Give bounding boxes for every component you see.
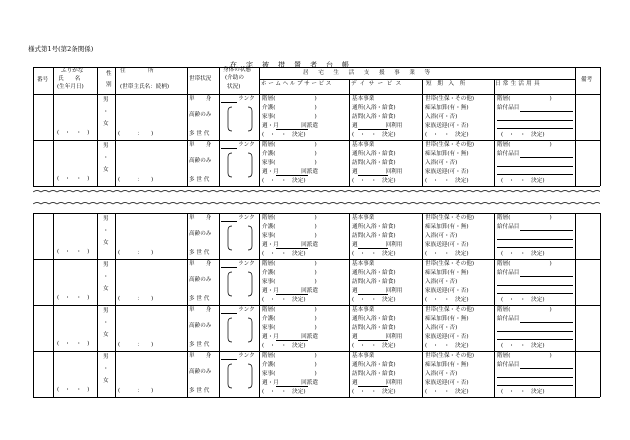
dailygoods-items: 給付品目 [497,270,520,276]
birth-date-blank: ( ・ ・ ) [57,176,90,182]
dayservice-decision: ( ・ ・ 決定) [352,251,396,257]
shortstay-transport: 家族送迎(可・否) [425,380,469,386]
homehelp-decision: ( ・ ・ 決定) [262,178,306,184]
rank-label: ランク [238,261,255,267]
homehelp-decision: ( ・ ・ 決定) [262,251,306,257]
header-householder: (世帯主氏名：続柄) [120,84,170,90]
household-elderly: 高齢のみ [189,231,212,237]
dailygoods-items: 給付品目 [497,316,520,322]
shortstay-dementia: 痴呆加算(有・無) [425,224,469,230]
sex-dot: ・ [103,274,109,280]
fill-line [276,175,308,176]
header-daily-goods: 日常生活用具 [495,81,542,87]
dayservice-frequency: 週 回利用 [352,288,403,294]
page-title: 在宅被措置者台帳 [230,61,358,69]
dailygoods-level: 階層( ) [497,142,552,148]
sex-dot: ・ [103,155,109,161]
rank-label: ランク [238,353,255,359]
household-multi: 多 世 代 [189,296,210,302]
dayservice-decision: ( ・ ・ 決定) [352,178,396,184]
fill-line [497,120,573,121]
shortstay-bath: 入浴(可・否) [425,160,458,166]
grid-line [33,259,600,260]
shortstay-dementia: 痴呆加算(有・無) [425,270,469,276]
homehelp-frequency: 週・月 回派遣 [262,169,318,175]
shortstay-household: 世帯(生保・その他) [425,96,475,102]
dailygoods-level: 階層( ) [497,96,552,102]
grid-line [53,67,54,94]
shortstay-decision: ( ・ ・ 決定) [425,389,469,395]
homehelp-bracket-level: 階層( ) [262,353,317,359]
dayservice-basic: 基本事業 [352,142,375,148]
grid-line [33,67,600,68]
wave-line [33,203,600,205]
grid-line [33,67,34,94]
header-day-service: デイサービス [351,81,405,87]
homehelp-bracket-level: 階層( ) [262,307,317,313]
grid-line [97,67,98,94]
householder-blank: ( ： ) [118,296,154,302]
dailygoods-decision: ( ・ ・ 決定) [501,389,545,395]
fill-line [497,339,573,340]
shortstay-bath: 入浴(可・否) [425,371,458,377]
sex-male: 男 [103,354,109,360]
grid-line [349,79,350,94]
fill-line [276,386,308,387]
shortstay-transport: 家族送迎(可・否) [425,334,469,340]
householder-blank: ( ： ) [118,250,154,256]
table-break-waves [33,188,600,212]
fill-line [497,239,573,240]
header-body-a: 身体の状態 [223,67,251,73]
homehelp-bracket-housework: 家事( ) [262,160,317,166]
header-home-help: ホームヘルプサービス [261,81,333,87]
fill-line [520,322,573,323]
householder-blank: ( ： ) [118,388,154,394]
shortstay-household: 世帯(生保・その他) [425,261,475,267]
shortstay-dementia: 痴呆加算(有・無) [425,362,469,368]
dayservice-visit: 訪問(入浴・給食) [352,114,396,120]
household-single: 単 身 [189,307,212,313]
dayservice-commute: 通所(入浴・給食) [352,362,396,368]
fill-line [221,267,237,268]
grid-line [33,140,600,141]
rank-label: ランク [238,307,255,313]
header-address: 住 所 [120,68,154,74]
sex-female: 女 [103,332,109,338]
household-multi: 多 世 代 [189,342,210,348]
household-elderly: 高齢のみ [189,112,212,118]
dayservice-decision: ( ・ ・ 決定) [352,343,396,349]
dailygoods-items: 給付品目 [497,362,520,368]
dayservice-frequency: 週 回利用 [352,242,403,248]
homehelp-frequency: 週・月 回派遣 [262,288,318,294]
fill-line [358,129,388,130]
fill-line [497,174,573,175]
grid-line [575,67,576,94]
homehelp-bracket-care: 介護( ) [262,105,317,111]
homehelp-bracket-level: 階層( ) [262,215,317,221]
shortstay-bath: 入浴(可・否) [425,114,458,120]
fill-line [520,230,573,231]
sex-female: 女 [103,378,109,384]
sex-male: 男 [103,97,109,103]
household-multi: 多 世 代 [189,177,210,183]
sex-female: 女 [103,240,109,246]
fill-line [497,293,573,294]
fill-line [358,294,388,295]
sex-male: 男 [103,216,109,222]
fill-line [497,128,573,129]
homehelp-bracket-level: 階層( ) [262,96,317,102]
homehelp-decision: ( ・ ・ 決定) [262,297,306,303]
householder-blank: ( ： ) [118,131,154,137]
care-status-bracket [226,225,252,251]
dayservice-decision: ( ・ ・ 決定) [352,297,396,303]
care-status-bracket [226,152,252,178]
dayservice-visit: 訪問(入浴・給食) [352,371,396,377]
dayservice-commute: 通所(入浴・給食) [352,224,396,230]
shortstay-decision: ( ・ ・ 決定) [425,178,469,184]
rank-label: ランク [238,142,255,148]
sex-female: 女 [103,167,109,173]
shortstay-dementia: 痴呆加算(有・無) [425,105,469,111]
shortstay-household: 世帯(生保・その他) [425,307,475,313]
grid-line [259,79,575,80]
grid-line [259,67,260,94]
fill-line [358,386,388,387]
shortstay-dementia: 痴呆加算(有・無) [425,151,469,157]
fill-line [497,377,573,378]
shortstay-household: 世帯(生保・その他) [425,353,475,359]
header-body-b: (介助の [225,75,244,81]
householder-blank: ( ： ) [118,342,154,348]
dailygoods-level: 階層( ) [497,307,552,313]
dayservice-commute: 通所(入浴・給食) [352,270,396,276]
shortstay-decision: ( ・ ・ 決定) [425,297,469,303]
dayservice-frequency: 週 回利用 [352,380,403,386]
household-elderly: 高齢のみ [189,277,212,283]
dailygoods-level: 階層( ) [497,353,552,359]
header-sex-a: 性 [106,71,112,77]
dayservice-frequency: 週 回利用 [352,334,403,340]
homehelp-frequency: 週・月 回派遣 [262,242,318,248]
grid-line [600,94,601,186]
care-status-bracket [226,106,252,132]
shortstay-household: 世帯(生保・その他) [425,215,475,221]
shortstay-decision: ( ・ ・ 決定) [425,132,469,138]
householder-blank: ( ： ) [118,177,154,183]
fill-line [497,331,573,332]
homehelp-bracket-care: 介護( ) [262,316,317,322]
header-remarks: 備考 [581,77,593,83]
shortstay-dementia: 痴呆加算(有・無) [425,316,469,322]
header-household-status: 世帯状況 [189,76,212,82]
dayservice-decision: ( ・ ・ 決定) [352,389,396,395]
dailygoods-items: 給付品目 [497,105,520,111]
dayservice-commute: 通所(入浴・給食) [352,151,396,157]
grid-line [494,79,495,94]
dailygoods-decision: ( ・ ・ 決定) [501,178,545,184]
household-multi: 多 世 代 [189,250,210,256]
grid-line [600,67,601,94]
header-birth: (生年月日) [57,84,84,90]
fill-line [497,166,573,167]
dayservice-visit: 訪問(入浴・給食) [352,160,396,166]
grid-line [33,351,600,352]
grid-line [33,213,600,214]
homehelp-decision: ( ・ ・ 決定) [262,343,306,349]
homehelp-bracket-care: 介護( ) [262,151,317,157]
ledger-table [33,67,600,407]
homehelp-bracket-care: 介護( ) [262,270,317,276]
homehelp-frequency: 週・月 回派遣 [262,380,318,386]
fill-line [520,276,573,277]
homehelp-bracket-care: 介護( ) [262,224,317,230]
sex-dot: ・ [103,320,109,326]
household-single: 単 身 [189,142,212,148]
fill-line [497,385,573,386]
birth-date-blank: ( ・ ・ ) [57,387,90,393]
dailygoods-decision: ( ・ ・ 決定) [501,251,545,257]
homehelp-bracket-level: 階層( ) [262,142,317,148]
wave-line [33,191,600,193]
grid-line [33,94,600,95]
shortstay-household: 世帯(生保・その他) [425,142,475,148]
dayservice-frequency: 週 回利用 [352,169,403,175]
household-multi: 多 世 代 [189,388,210,394]
dailygoods-decision: ( ・ ・ 決定) [501,297,545,303]
care-status-bracket [226,271,252,297]
grid-line [187,67,188,94]
household-single: 単 身 [189,215,212,221]
rank-label: ランク [238,215,255,221]
dailygoods-decision: ( ・ ・ 決定) [501,343,545,349]
care-status-bracket [226,363,252,389]
fill-line [276,129,308,130]
homehelp-bracket-level: 階層( ) [262,261,317,267]
household-single: 単 身 [189,353,212,359]
dayservice-visit: 訪問(入浴・給食) [352,279,396,285]
homehelp-bracket-care: 介護( ) [262,362,317,368]
fill-line [520,111,573,112]
grid-line [600,213,601,397]
homehelp-bracket-housework: 家事( ) [262,114,317,120]
dayservice-visit: 訪問(入浴・給食) [352,233,396,239]
fill-line [497,285,573,286]
shortstay-transport: 家族送迎(可・否) [425,288,469,294]
fill-line [276,340,308,341]
household-elderly: 高齢のみ [189,158,212,164]
care-status-bracket [226,317,252,343]
sex-dot: ・ [103,228,109,234]
dayservice-commute: 通所(入浴・給食) [352,105,396,111]
fill-line [358,340,388,341]
header-name: 氏 名 [58,76,81,82]
fill-line [221,148,237,149]
birth-date-blank: ( ・ ・ ) [57,249,90,255]
fill-line [520,157,573,158]
household-single: 単 身 [189,261,212,267]
dailygoods-items: 給付品目 [497,151,520,157]
sex-dot: ・ [103,366,109,372]
homehelp-bracket-housework: 家事( ) [262,233,317,239]
fill-line [221,102,237,103]
sex-female: 女 [103,286,109,292]
sex-female: 女 [103,121,109,127]
fill-line [276,294,308,295]
header-services-group: 居 宅 生 活 支 援 事 業 等 [303,70,433,76]
sex-dot: ・ [103,109,109,115]
household-elderly: 高齢のみ [189,369,212,375]
birth-date-blank: ( ・ ・ ) [57,130,90,136]
shortstay-decision: ( ・ ・ 決定) [425,251,469,257]
fill-line [221,221,237,222]
fill-line [276,248,308,249]
header-sex-b: 別 [106,82,112,88]
dayservice-commute: 通所(入浴・給食) [352,316,396,322]
shortstay-transport: 家族送迎(可・否) [425,242,469,248]
dayservice-frequency: 週 回利用 [352,123,403,129]
dayservice-basic: 基本事業 [352,307,375,313]
fill-line [221,313,237,314]
birth-date-blank: ( ・ ・ ) [57,341,90,347]
sex-male: 男 [103,262,109,268]
fill-line [358,248,388,249]
grid-line [33,397,600,398]
dailygoods-items: 給付品目 [497,224,520,230]
form-label: 様式第1号(第2条関係) [28,45,94,53]
household-elderly: 高齢のみ [189,323,212,329]
dayservice-basic: 基本事業 [352,353,375,359]
household-multi: 多 世 代 [189,131,210,137]
household-single: 単 身 [189,96,212,102]
fill-line [358,175,388,176]
fill-line [520,368,573,369]
dayservice-basic: 基本事業 [352,215,375,221]
dailygoods-decision: ( ・ ・ 決定) [501,132,545,138]
homehelp-decision: ( ・ ・ 決定) [262,132,306,138]
homehelp-bracket-housework: 家事( ) [262,371,317,377]
shortstay-transport: 家族送迎(可・否) [425,169,469,175]
homehelp-frequency: 週・月 回派遣 [262,123,318,129]
dayservice-decision: ( ・ ・ 決定) [352,132,396,138]
grid-line [422,79,423,94]
homehelp-bracket-housework: 家事( ) [262,279,317,285]
homehelp-bracket-housework: 家事( ) [262,325,317,331]
header-body-c: 状況) [227,84,241,90]
dayservice-basic: 基本事業 [352,261,375,267]
fill-line [221,359,237,360]
rank-label: ランク [238,96,255,102]
birth-date-blank: ( ・ ・ ) [57,295,90,301]
fill-line [497,247,573,248]
shortstay-bath: 入浴(可・否) [425,325,458,331]
homehelp-frequency: 週・月 回派遣 [262,334,318,340]
sex-male: 男 [103,143,109,149]
header-short-stay: 短 期 入 所 [426,81,466,87]
shortstay-transport: 家族送迎(可・否) [425,123,469,129]
header-number: 番号 [37,77,49,83]
grid-line [219,67,220,94]
grid-line [33,305,600,306]
dayservice-visit: 訪問(入浴・給食) [352,325,396,331]
dayservice-basic: 基本事業 [352,96,375,102]
sex-male: 男 [103,308,109,314]
dailygoods-level: 階層( ) [497,261,552,267]
shortstay-bath: 入浴(可・否) [425,279,458,285]
header-furigana: ふりがな [61,68,84,74]
homehelp-decision: ( ・ ・ 決定) [262,389,306,395]
grid-line [33,186,600,187]
dailygoods-level: 階層( ) [497,215,552,221]
shortstay-bath: 入浴(可・否) [425,233,458,239]
grid-line [115,67,116,94]
shortstay-decision: ( ・ ・ 決定) [425,343,469,349]
